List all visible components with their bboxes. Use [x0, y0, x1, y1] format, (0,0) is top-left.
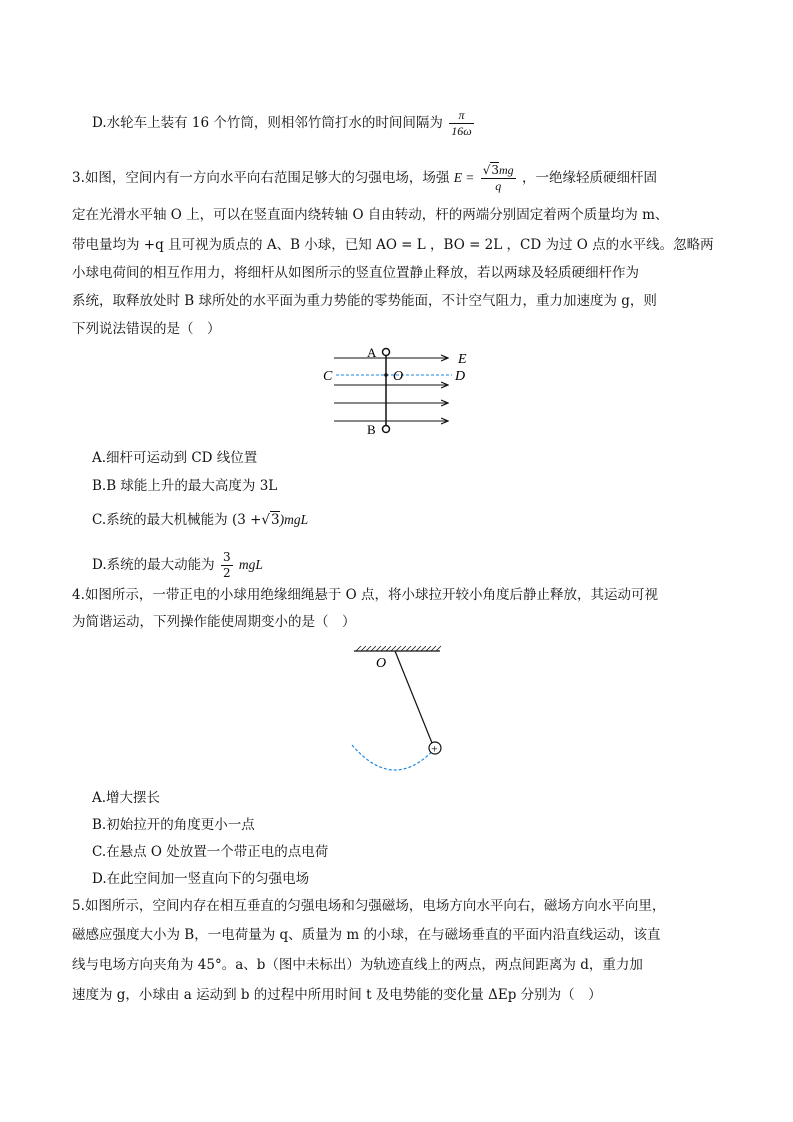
label-o: O	[393, 369, 404, 384]
q3-figure	[320, 345, 480, 435]
label-a: A	[367, 345, 377, 360]
label-c: C	[323, 369, 333, 384]
q3-stem-line-5: 系统，取释放处时 B 球所处的水平面为重力势能的零势能面，不计空气阻力，重力加速度为 g，则	[72, 293, 657, 309]
q3-option-c-expr: (3 +√3)mgL	[231, 512, 309, 528]
q4-figure	[346, 645, 476, 775]
label-o: O	[376, 656, 387, 671]
q4-stem-line-1: 4.如图所示，一带正电的小球用绝缘细绳悬于 O 点，将小球拉开较小角度后静止释放，其运动可视	[72, 587, 659, 603]
q3-option-a: A.细杆可运动到 CD 线位置	[92, 450, 258, 466]
q3-stem-line-3: 带电量均为 +q 且可视为质点的 A、B 小球，已知 AO = L ，BO = 2L ，CD 为过 O 点的水平线。忽略两	[72, 237, 714, 253]
q5-stem-line-3: 线与电场方向夹角为 45°。a、b（图中未标出）为轨迹直线上的两点，两点间距离为 d，重力加	[72, 957, 643, 973]
q3-stem-line-4: 小球电荷间的相互作用力，将细杆从如图所示的竖直位置静止释放，若以两球及轻质硬细杆作为	[72, 265, 639, 281]
q4-option-d: D.在此空间加一竖直向下的匀强电场	[92, 871, 310, 887]
pivot-o	[384, 373, 388, 377]
label-d: D	[455, 369, 466, 384]
label-b: B	[367, 422, 376, 437]
q3-field-symbol: E =	[453, 170, 475, 185]
q4-option-a: A.增大摆长	[92, 790, 161, 806]
q4-stem-line-2: 为简谐运动，下列操作能使周期变小的是（ ）	[72, 614, 356, 630]
q3-option-b: B.B 球能上升的最大高度为 3L	[92, 478, 278, 494]
swing-arc	[352, 745, 438, 770]
ball-charge-sign: +	[431, 741, 438, 756]
q5-stem-line-1: 5.如图所示，空间内存在相互垂直的匀强电场和匀强磁场，电场方向水平向右，磁场方向水平向里，	[72, 898, 666, 914]
q4-option-b: B.初始拉开的角度更小一点	[92, 817, 255, 833]
q2-option-d-fraction: $\frac{\pi}{16\omega}$	[451, 108, 472, 138]
q4-option-c: C.在悬点 O 处放置一个带正电的点电荷	[92, 844, 329, 860]
q3-option-c: C.系统的最大机械能为 (3 +√3)mgL	[92, 512, 309, 528]
ball-b	[383, 426, 390, 433]
ball-a	[383, 349, 390, 356]
label-e: E	[458, 352, 467, 367]
q3-field-fraction: $\frac{√3mg}{q}$	[482, 163, 514, 193]
ceiling-hatch	[356, 646, 441, 651]
q3-option-d-fraction: $\frac{3}{2}$	[222, 550, 231, 580]
q5-stem-line-2: 磁感应强度大小为 B，一电荷量为 q、质量为 m 的小球，在与磁场垂直的平面内沿直线运动，该直	[72, 927, 661, 943]
q2-option-d	[92, 108, 476, 139]
q3-stem-line-1: 3.如图，空间内有一方向水平向右范围足够大的匀强电场，场强 E = $\frac{√3mg}{q}$ ，一绝缘轻质硬细杆固	[72, 163, 657, 193]
q3-option-d: D.系统的最大动能为 $\frac{3}{2}$ mgL	[92, 550, 263, 580]
q2-option-d-text: D.水轮车上装有 16 个竹筒，则相邻竹筒打水的时间间隔为	[92, 115, 443, 131]
q5-stem-line-4: 速度为 g，小球由 a 运动到 b 的过程中所用时间 t 及电势能的变化量 ΔEp 分别为（ ）	[72, 987, 602, 1003]
q3-stem-line-6: 下列说法错误的是（ ）	[72, 321, 221, 337]
q3-stem-line-2: 定在光滑水平轴 O 上，可以在竖直面内绕转轴 O 自由转动，杆的两端分别固定着两个质量均为 m、	[72, 207, 669, 223]
pendulum-string	[395, 651, 432, 743]
